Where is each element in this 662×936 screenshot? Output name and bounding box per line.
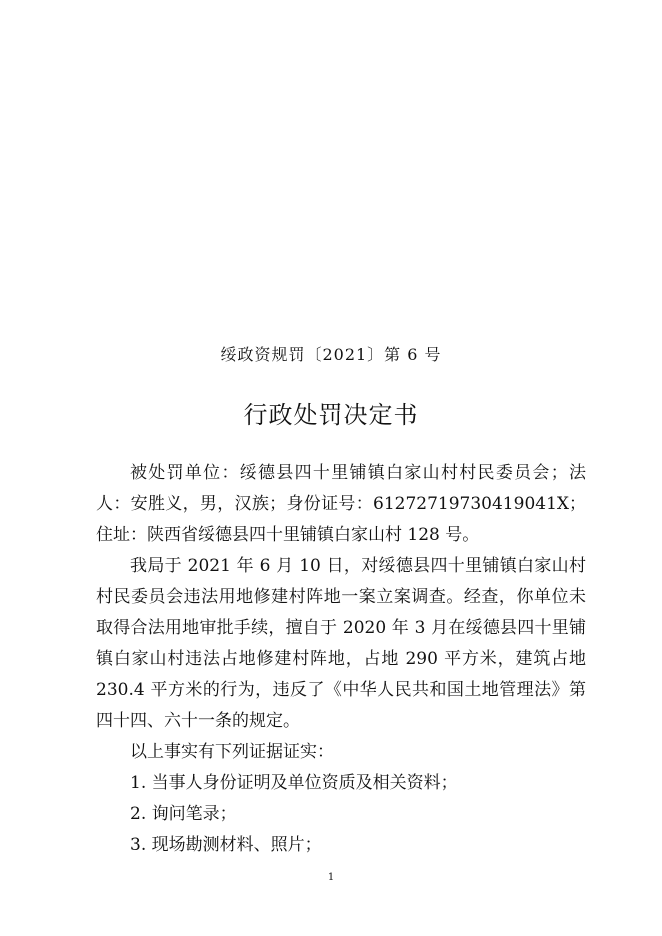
evidence-item-1: 1. 当事人身份证明及单位资质及相关资料； xyxy=(130,773,458,793)
evidence-intro-paragraph: 以上事实有下列证据证实： xyxy=(130,742,334,762)
investigation-paragraph: 我局于 2021 年 6 月 10 日，对绥德县四十里铺镇白家山村村民委员会违法用地修建村阵地一案立案调查。经查，你单位未取得合法用地审批手续，擅自于 2020 年 3 月在绥德县四十里铺镇白家山村违法占地修建村阵地，占地 290 平方米，建筑占地 230.4 平方米的行为，违反了《中华人民共和国土地管理法》第四十四、六十一条的规定。 xyxy=(96,556,586,731)
document-number: 绥政资规罚〔2021〕第 6 号 xyxy=(220,345,442,364)
evidence-item-2: 2. 询问笔录； xyxy=(130,804,237,824)
penalized-party-paragraph: 被处罚单位：绥德县四十里铺镇白家山村村民委员会；法人：安胜义，男，汉族；身份证号：61272719730419041X；住址：陕西省绥德县四十里铺镇白家山村 128 号。 xyxy=(96,463,586,545)
document-body xyxy=(96,458,586,861)
evidence-item-3: 3. 现场勘测材料、照片； xyxy=(130,835,322,855)
page-number: 1 xyxy=(327,872,335,883)
document-title: 行政处罚决定书 xyxy=(243,401,419,429)
